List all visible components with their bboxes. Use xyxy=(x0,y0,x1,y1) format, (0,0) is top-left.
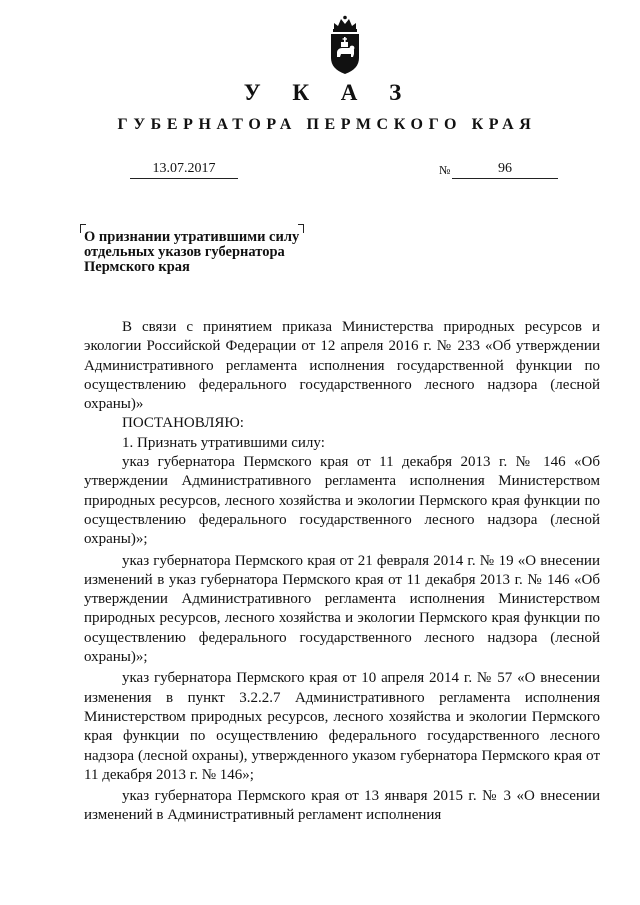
subject-line-3: Пермского края xyxy=(84,259,190,275)
number-sign: № xyxy=(439,163,451,177)
issuer-title: ГУБЕРНАТОРА ПЕРМСКОГО КРАЯ xyxy=(117,116,537,133)
clause-1-paragraph: 1. Признать утратившими силу: xyxy=(122,434,325,451)
decree-date: 13.07.2017 xyxy=(130,160,238,179)
resolve-heading: ПОСТАНОВЛЯЮ: xyxy=(122,415,244,432)
decree-number: 96 xyxy=(452,160,558,179)
repealed-decree-item: указ губернатора Пермского края от 11 декабря 2013 г. № 146 «Об утверждении Административного регламента исполнения Министерством природных ресурсов, лесного хозяйства и экологии Пермского края функции по осуществлению федерального государственного лесного надзора (лесной охраны)»; xyxy=(84,454,600,548)
subject-line-1: О признании утратившими силу xyxy=(84,229,300,245)
subject-line-2: отдельных указов губернатора xyxy=(84,244,285,260)
document-type-title: У К А З xyxy=(243,80,415,105)
repealed-decree-item: указ губернатора Пермского края от 21 февраля 2014 г. № 19 «О внесении изменений в указ губернатора Пермского края от 11 декабря 2013 г. № 146 «Об утверждении Административного регламента исполнения Министерством природных ресурсов, лесного хозяйства и экологии Пермского края функции по осуществлению федерального государственного лесного надзора (лесной охраны)»; xyxy=(84,552,600,666)
decree-subject xyxy=(84,230,314,275)
repealed-decree-item: указ губернатора Пермского края от 10 апреля 2014 г. № 57 «О внесении изменения в пункт 3.2.2.7 Административного регламента исполнения Министерством природных ресурсов, лесного хозяйства и экологии Пермского края функции по осуществлению федерального государственного лесного надзора (лесной охраны), утвержденного указом губернатора Пермского края от 11 декабря 2013 г. № 146»; xyxy=(84,670,600,783)
repealed-decree-item: указ губернатора Пермского края от 13 января 2015 г. № 3 «О внесении изменений в Административный регламент исполнения xyxy=(84,788,600,824)
perm-krai-coat-of-arms-icon xyxy=(326,14,364,76)
preamble-paragraph: В связи с принятием приказа Министерства природных ресурсов и экологии Российской Федерации от 12 апреля 2016 г. № 233 «Об утверждении Административного регламента исполнения государственной функции по осуществлению федерального государственного лесного надзора (лесной охраны)» xyxy=(84,319,600,413)
decree-body xyxy=(84,318,600,826)
